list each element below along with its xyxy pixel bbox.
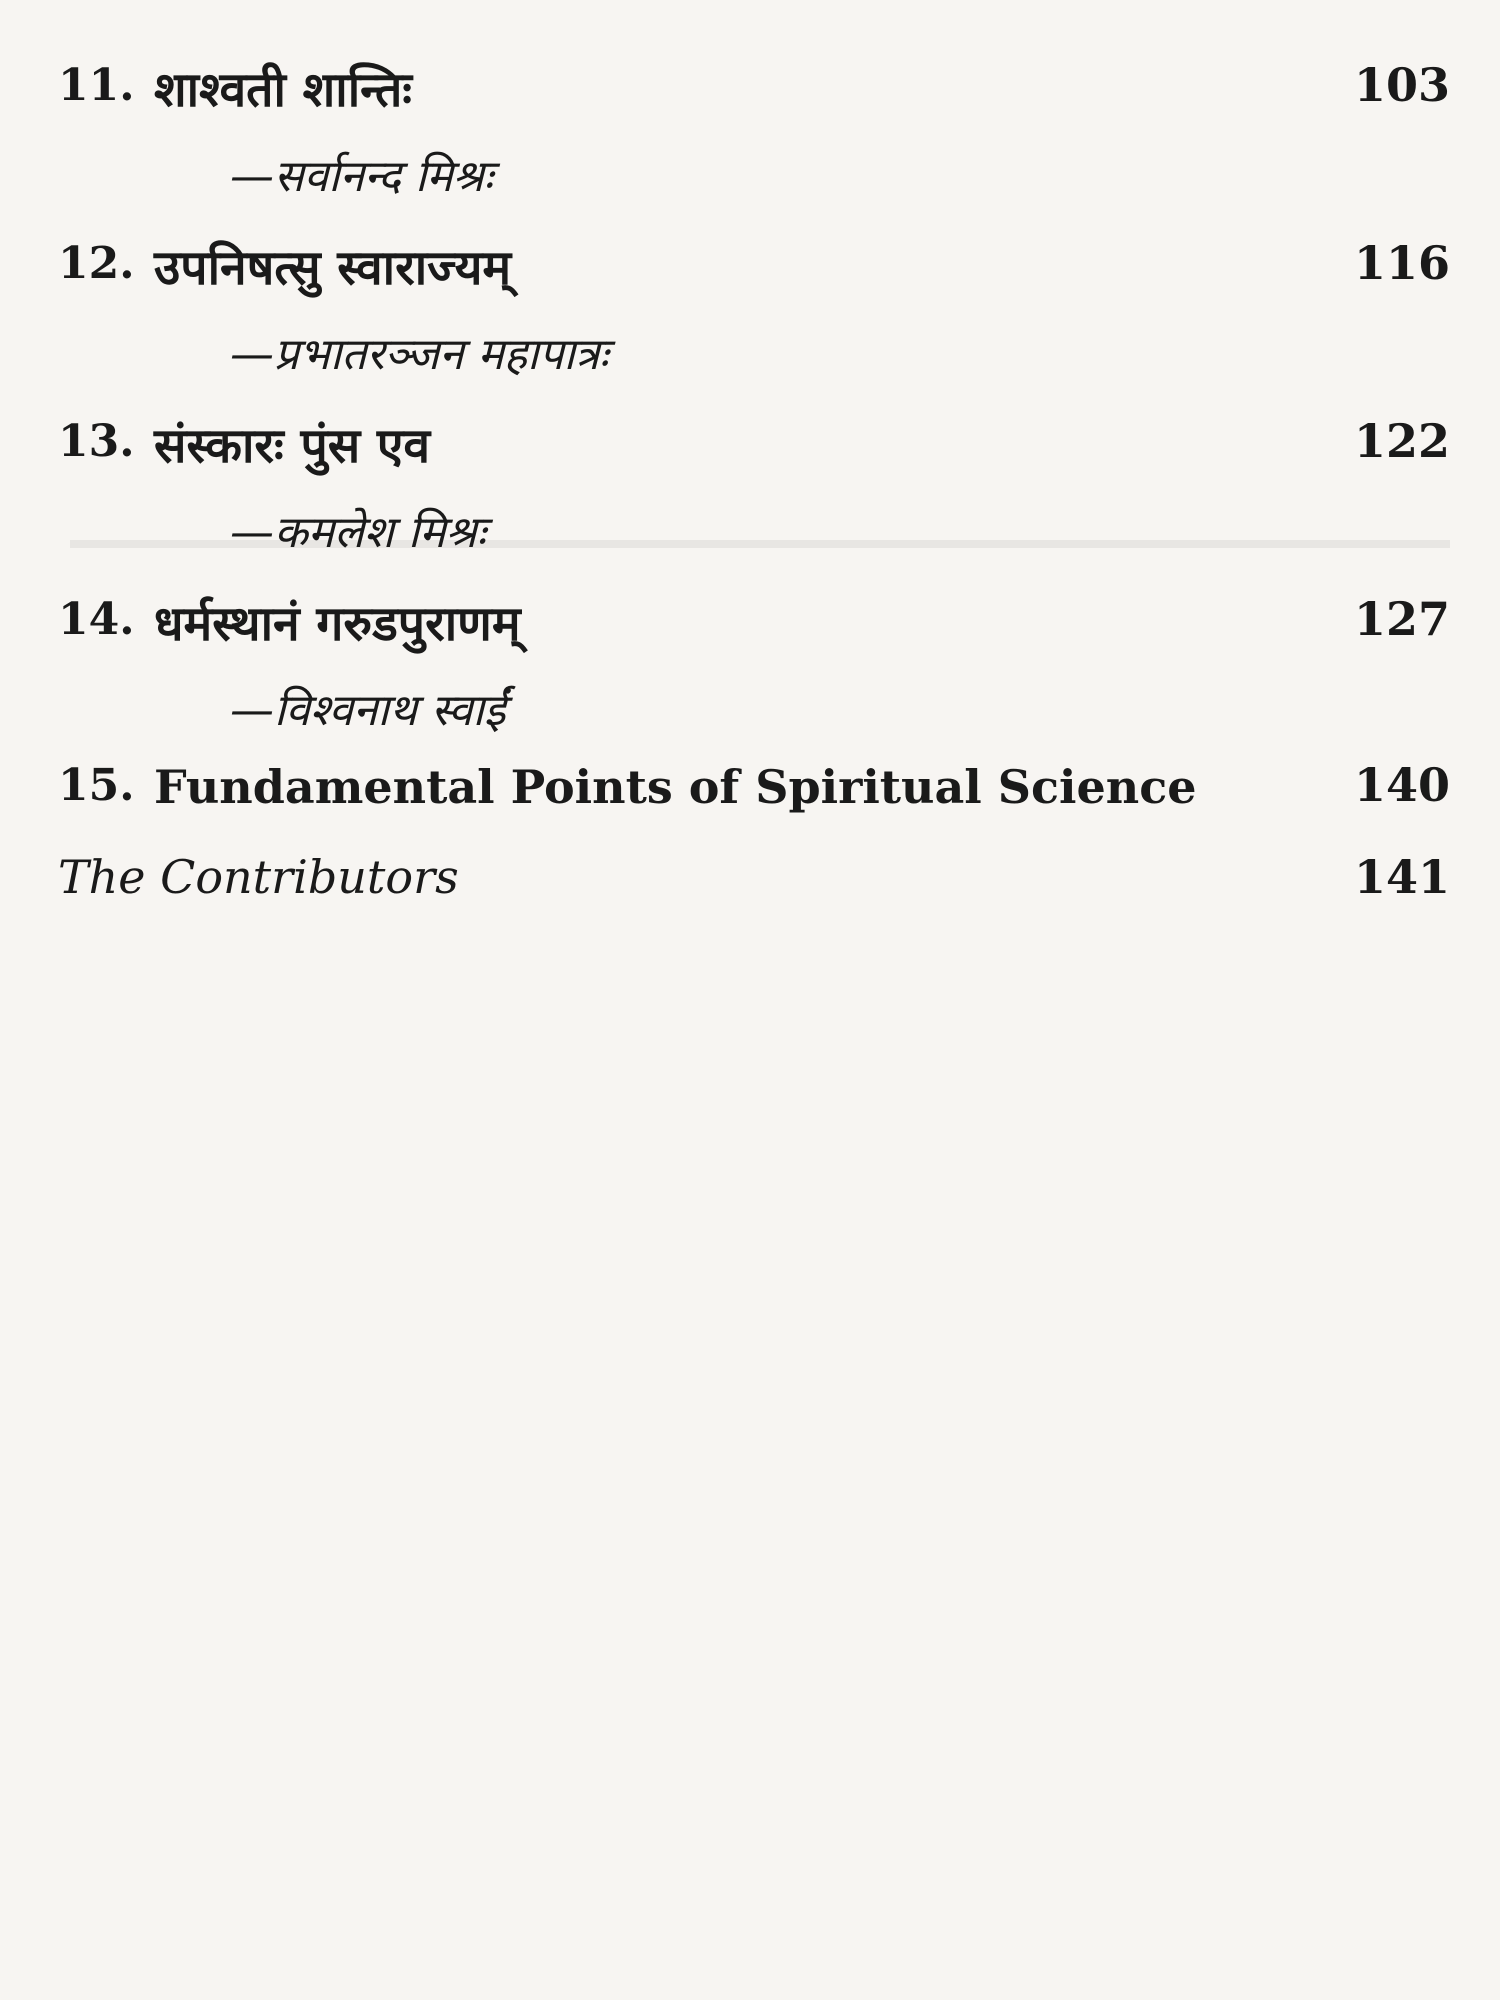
table-of-contents: [58, 50, 1450, 936]
entry-page-number: 116: [1353, 236, 1450, 290]
entry-title: धर्मस्थानं गरुडपुराणम्: [154, 596, 521, 652]
toc-author-12: [58, 318, 1450, 406]
toc-entry-11: [58, 50, 1450, 140]
entry-author: —प्रभातरञ्जन महापात्रः: [230, 329, 609, 380]
entry-page-number: 103: [1353, 58, 1450, 112]
entry-number: 11.: [58, 60, 135, 111]
entry-page-number: 122: [1353, 414, 1450, 468]
contributors-page-number: 141: [1353, 850, 1450, 904]
entry-author: —सर्वानन्द मिश्रः: [230, 151, 493, 202]
entry-number: 13.: [58, 416, 135, 467]
entry-author: —विश्वनाथ स्वाईं: [230, 685, 506, 736]
entry-page-number: 127: [1353, 592, 1450, 646]
entry-page-number: 140: [1353, 758, 1450, 812]
toc-entry-15: [58, 750, 1450, 840]
toc-contributors: [58, 846, 1450, 936]
entry-number: 15.: [58, 760, 135, 811]
contributors-label: The Contributors: [58, 850, 459, 904]
toc-entry-12: [58, 228, 1450, 318]
entry-title: उपनिषत्सु स्वाराज्यम्: [154, 240, 512, 296]
toc-author-11: [58, 140, 1450, 228]
entry-title: Fundamental Points of Spiritual Science: [154, 760, 1197, 814]
entry-title: संस्कारः पुंस एव: [154, 418, 431, 474]
entry-number: 12.: [58, 238, 135, 289]
entry-author: —कमलेश मिश्रः: [230, 507, 486, 558]
toc-entry-13: [58, 406, 1450, 496]
toc-author-13: [58, 496, 1450, 584]
entry-title: शाश्वती शान्तिः: [154, 62, 413, 118]
toc-author-14: [58, 674, 1450, 750]
toc-entry-14: [58, 584, 1450, 674]
entry-number: 14.: [58, 594, 135, 645]
